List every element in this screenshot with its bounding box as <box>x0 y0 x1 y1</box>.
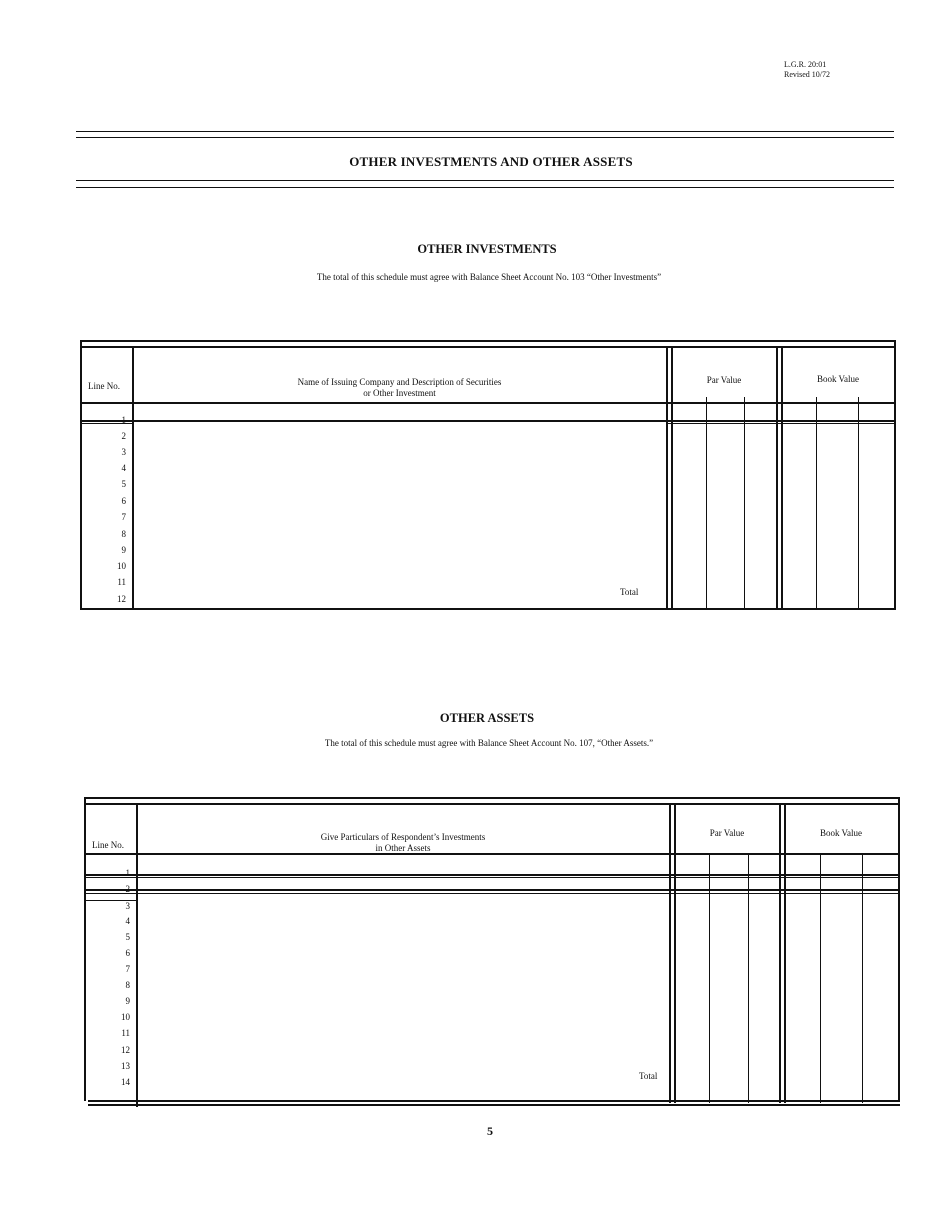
line-number: 5 <box>125 932 130 942</box>
book-value-header: Book Value <box>816 374 860 384</box>
title-rule-top-1 <box>76 131 894 132</box>
other-investments-note: The total of this schedule must agree with Balance Sheet Account No. 103 “Other Investments” <box>316 272 662 282</box>
line-number: 9 <box>121 545 126 555</box>
line-number: 4 <box>121 463 126 473</box>
form-revision-date: Revised 10/72 <box>784 70 830 79</box>
form-code-number: L.G.R. 20:01 <box>784 60 827 69</box>
description-header-line2: in Other Assets <box>375 843 431 853</box>
line-number: 8 <box>121 529 126 539</box>
line-number: 11 <box>121 1028 130 1038</box>
line-number: 8 <box>125 980 130 990</box>
description-header-line2: or Other Investment <box>363 388 436 398</box>
line-number: 11 <box>117 577 126 587</box>
line-number: 6 <box>125 948 130 958</box>
other-assets-table <box>84 797 900 1107</box>
total-label: Total <box>620 587 639 597</box>
line-number: 4 <box>125 916 130 926</box>
line-no-header: Line No. <box>92 840 124 850</box>
other-assets-title: OTHER ASSETS <box>439 711 535 725</box>
line-number: 10 <box>121 1012 130 1022</box>
title-rule-top-2 <box>76 137 894 138</box>
line-number: 5 <box>121 479 126 489</box>
line-number: 12 <box>117 594 126 604</box>
form-code <box>784 60 830 80</box>
line-number: 2 <box>125 884 130 894</box>
par-value-header: Par Value <box>709 828 745 838</box>
line-number: 13 <box>121 1061 130 1071</box>
other-investments-title: OTHER INVESTMENTS <box>417 242 557 256</box>
description-header <box>133 377 666 399</box>
page-number: 5 <box>487 1124 493 1138</box>
line-number: 1 <box>125 868 130 878</box>
line-number: 6 <box>121 496 126 506</box>
title-rule-bottom-1 <box>76 180 894 181</box>
book-value-header: Book Value <box>819 828 863 838</box>
line-number: 3 <box>121 447 126 457</box>
line-number: 3 <box>125 901 130 911</box>
line-number: 14 <box>121 1077 130 1087</box>
par-value-header: Par Value <box>706 375 742 385</box>
description-header <box>137 832 669 854</box>
description-header-line1: Name of Issuing Company and Description of Securities <box>297 377 502 387</box>
line-number: 9 <box>125 996 130 1006</box>
line-number: 2 <box>121 431 126 441</box>
line-number: 1 <box>121 415 126 425</box>
line-number: 7 <box>121 512 126 522</box>
line-number: 7 <box>125 964 130 974</box>
line-number: 10 <box>117 561 126 571</box>
line-number: 12 <box>121 1045 130 1055</box>
description-header-line1: Give Particulars of Respondent’s Investments <box>320 832 486 842</box>
other-assets-note: The total of this schedule must agree with Balance Sheet Account No. 107, “Other Assets.” <box>324 738 654 748</box>
line-no-header: Line No. <box>88 381 120 391</box>
total-label: Total <box>639 1071 658 1081</box>
page-title: OTHER INVESTMENTS AND OTHER ASSETS <box>349 154 633 169</box>
other-investments-table <box>80 340 896 610</box>
title-rule-bottom-2 <box>76 187 894 188</box>
